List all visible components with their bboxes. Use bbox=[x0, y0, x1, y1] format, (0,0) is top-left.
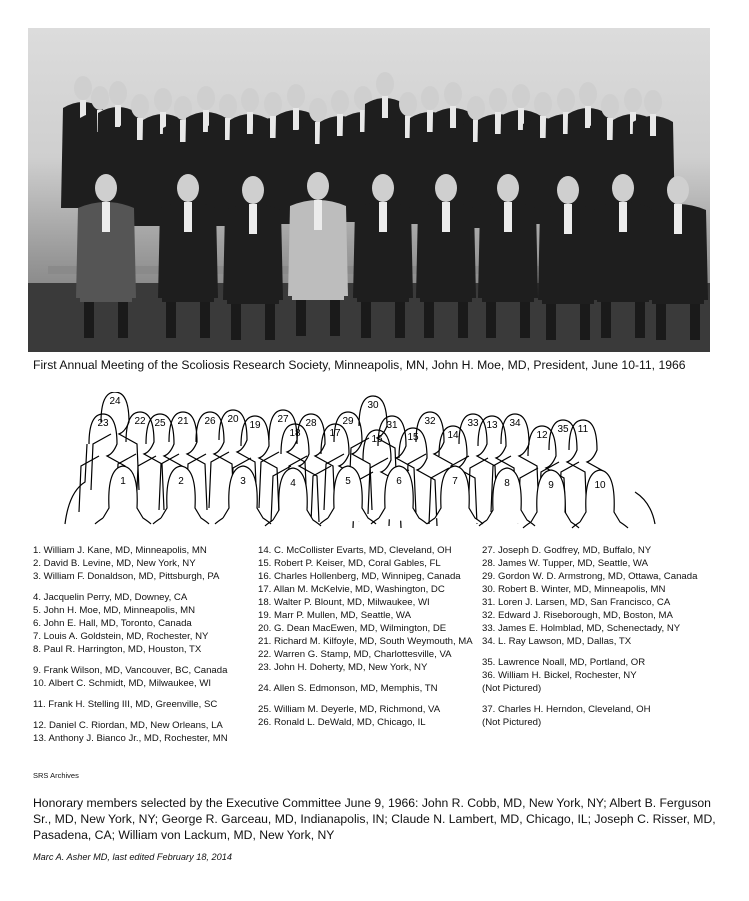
member-entry: 15. Robert P. Keiser, MD, Coral Gables, FL bbox=[258, 558, 441, 569]
member-entry: 28. James W. Tupper, MD, Seattle, WA bbox=[482, 558, 648, 569]
member-entry: 8. Paul R. Harrington, MD, Houston, TX bbox=[33, 644, 202, 655]
silhouette-front-8 bbox=[479, 468, 535, 526]
key-number: 8 bbox=[504, 478, 510, 489]
member-entry: 35. Lawrence Noall, MD, Portland, OR bbox=[482, 657, 646, 668]
key-number: 5 bbox=[345, 476, 351, 487]
member-entry: 18. Walter P. Blount, MD, Milwaukee, WI bbox=[258, 597, 430, 608]
key-number: 6 bbox=[396, 476, 402, 487]
member-entry: 12. Daniel C. Riordan, MD, New Orleans, LA bbox=[33, 720, 223, 731]
key-number: 28 bbox=[305, 418, 317, 429]
member-entry: 27. Joseph D. Godfrey, MD, Buffalo, NY bbox=[482, 545, 652, 556]
member-entry: 5. John H. Moe, MD, Minneapolis, MN bbox=[33, 605, 196, 616]
key-number: 11 bbox=[577, 424, 589, 435]
member-entry: 25. William M. Deyerle, MD, Richmond, VA bbox=[258, 704, 441, 715]
honorary-members-note: Honorary members selected by the Executive Committee June 9, 1966: John R. Cobb, MD, New York, NY; Albert B. Ferguson Sr., MD, New York, NY; George R. Garceau, MD, Indianapolis, IN; Claude N. Lambert, MD, Chicago, IL; Joseph C. Risser, MD, Pasadena, CA; William von Lackum, MD, New York, NY bbox=[33, 796, 716, 842]
group-photo-icon bbox=[28, 28, 710, 352]
member-entry: 6. John E. Hall, MD, Toronto, Canada bbox=[33, 618, 192, 629]
member-entry: 11. Frank H. Stelling III, MD, Greenville, SC bbox=[33, 699, 218, 710]
key-number: 33 bbox=[467, 418, 479, 429]
member-entry: 13. Anthony J. Bianco Jr., MD, Rochester, MN bbox=[33, 733, 228, 744]
key-number: 22 bbox=[134, 416, 146, 427]
member-entry: 1. William J. Kane, MD, Minneapolis, MN bbox=[33, 545, 207, 556]
member-entry: 23. John H. Doherty, MD, New York, NY bbox=[258, 662, 428, 673]
key-number: 7 bbox=[452, 476, 458, 487]
key-number: 9 bbox=[548, 480, 554, 491]
member-entry: 26. Ronald L. DeWald, MD, Chicago, IL bbox=[258, 717, 426, 728]
key-number: 25 bbox=[154, 418, 166, 429]
member-entry: 24. Allen S. Edmonson, MD, Memphis, TN bbox=[258, 683, 438, 694]
member-entry: 33. James E. Holmblad, MD, Schenectady, NY bbox=[482, 623, 681, 634]
member-entry: 34. L. Ray Lawson, MD, Dallas, TX bbox=[482, 636, 632, 647]
member-entry: 17. Allan M. McKelvie, MD, Washington, DC bbox=[258, 584, 445, 595]
key-number: 1 bbox=[120, 476, 126, 487]
member-entry: 10. Albert C. Schmidt, MD, Milwaukee, WI bbox=[33, 678, 212, 689]
member-entry: 20. G. Dean MacEwen, MD, Wilmington, DE bbox=[258, 623, 447, 634]
member-entry: 22. Warren G. Stamp, MD, Charlottesville, VA bbox=[258, 649, 452, 660]
member-entry: 31. Loren J. Larsen, MD, San Francisco, CA bbox=[482, 597, 671, 608]
key-number: 32 bbox=[424, 416, 436, 427]
key-number: 18 bbox=[289, 428, 301, 439]
member-entry: 14. C. McCollister Evarts, MD, Cleveland, OH bbox=[258, 545, 452, 556]
key-number: 29 bbox=[342, 416, 354, 427]
member-entry: 36. William H. Bickel, Rochester, NY (Not Pictured) bbox=[482, 670, 637, 694]
key-number: 30 bbox=[367, 400, 379, 411]
key-number: 12 bbox=[536, 430, 548, 441]
key-number: 14 bbox=[447, 430, 459, 441]
silhouette-front-2 bbox=[153, 466, 209, 524]
members-column-1 bbox=[33, 544, 253, 745]
member-entry: 19. Marr P. Mullen, MD, Seattle, WA bbox=[258, 610, 412, 621]
key-number: 10 bbox=[594, 480, 606, 491]
key-number: 15 bbox=[407, 432, 419, 443]
member-entry: 2. David B. Levine, MD, New York, NY bbox=[33, 558, 196, 569]
member-entry: 3. William F. Donaldson, MD, Pittsburgh, PA bbox=[33, 571, 220, 582]
key-number: 4 bbox=[290, 478, 296, 489]
key-number: 19 bbox=[249, 420, 261, 431]
key-number: 34 bbox=[509, 418, 521, 429]
key-number: 26 bbox=[204, 416, 216, 427]
silhouette-front-3 bbox=[215, 466, 271, 524]
member-entry: 37. Charles H. Herndon, Cleveland, OH (Not Pictured) bbox=[482, 704, 651, 728]
key-number: 16 bbox=[371, 434, 383, 445]
photo-caption: First Annual Meeting of the Scoliosis Research Society, Minneapolis, MN, John H. Moe, MD, President, June 10-11, 1966 bbox=[33, 358, 686, 372]
group-photograph bbox=[28, 28, 710, 352]
key-number: 17 bbox=[329, 428, 341, 439]
members-column-2 bbox=[258, 544, 478, 729]
member-entry: 4. Jacquelin Perry, MD, Downey, CA bbox=[33, 592, 188, 603]
silhouette-front-6 bbox=[371, 466, 427, 524]
key-number: 24 bbox=[109, 396, 121, 407]
key-number: 20 bbox=[227, 414, 239, 425]
key-number: 23 bbox=[97, 418, 109, 429]
member-entry: 7. Louis A. Goldstein, MD, Rochester, NY bbox=[33, 631, 209, 642]
silhouette-front-9 bbox=[523, 470, 579, 528]
edited-note: Marc A. Asher MD, last edited February 18, 2014 bbox=[33, 852, 232, 862]
members-column-3 bbox=[482, 544, 717, 729]
member-entry: 29. Gordon W. D. Armstrong, MD, Ottawa, Canada bbox=[482, 571, 698, 582]
member-entry: 21. Richard M. Kilfoyle, MD, South Weymouth, MA bbox=[258, 636, 473, 647]
member-entry: 9. Frank Wilson, MD, Vancouver, BC, Canada bbox=[33, 665, 228, 676]
silhouette-key bbox=[55, 392, 685, 532]
key-number: 31 bbox=[386, 420, 398, 431]
member-entry: 30. Robert B. Winter, MD, Minneapolis, MN bbox=[482, 584, 666, 595]
member-entry: 16. Charles Hollenberg, MD, Winnipeg, Canada bbox=[258, 571, 461, 582]
key-number: 13 bbox=[486, 420, 498, 431]
archives-credit: SRS Archives bbox=[33, 771, 79, 780]
silhouette-front-10 bbox=[572, 470, 628, 528]
member-entry: 32. Edward J. Riseborough, MD, Boston, MA bbox=[482, 610, 673, 621]
silhouette-key-icon bbox=[55, 392, 685, 532]
key-number: 21 bbox=[177, 416, 189, 427]
key-number: 35 bbox=[557, 424, 569, 435]
key-number: 2 bbox=[178, 476, 184, 487]
key-number: 27 bbox=[277, 414, 289, 425]
key-number: 3 bbox=[240, 476, 246, 487]
silhouette-front-1 bbox=[95, 466, 151, 524]
